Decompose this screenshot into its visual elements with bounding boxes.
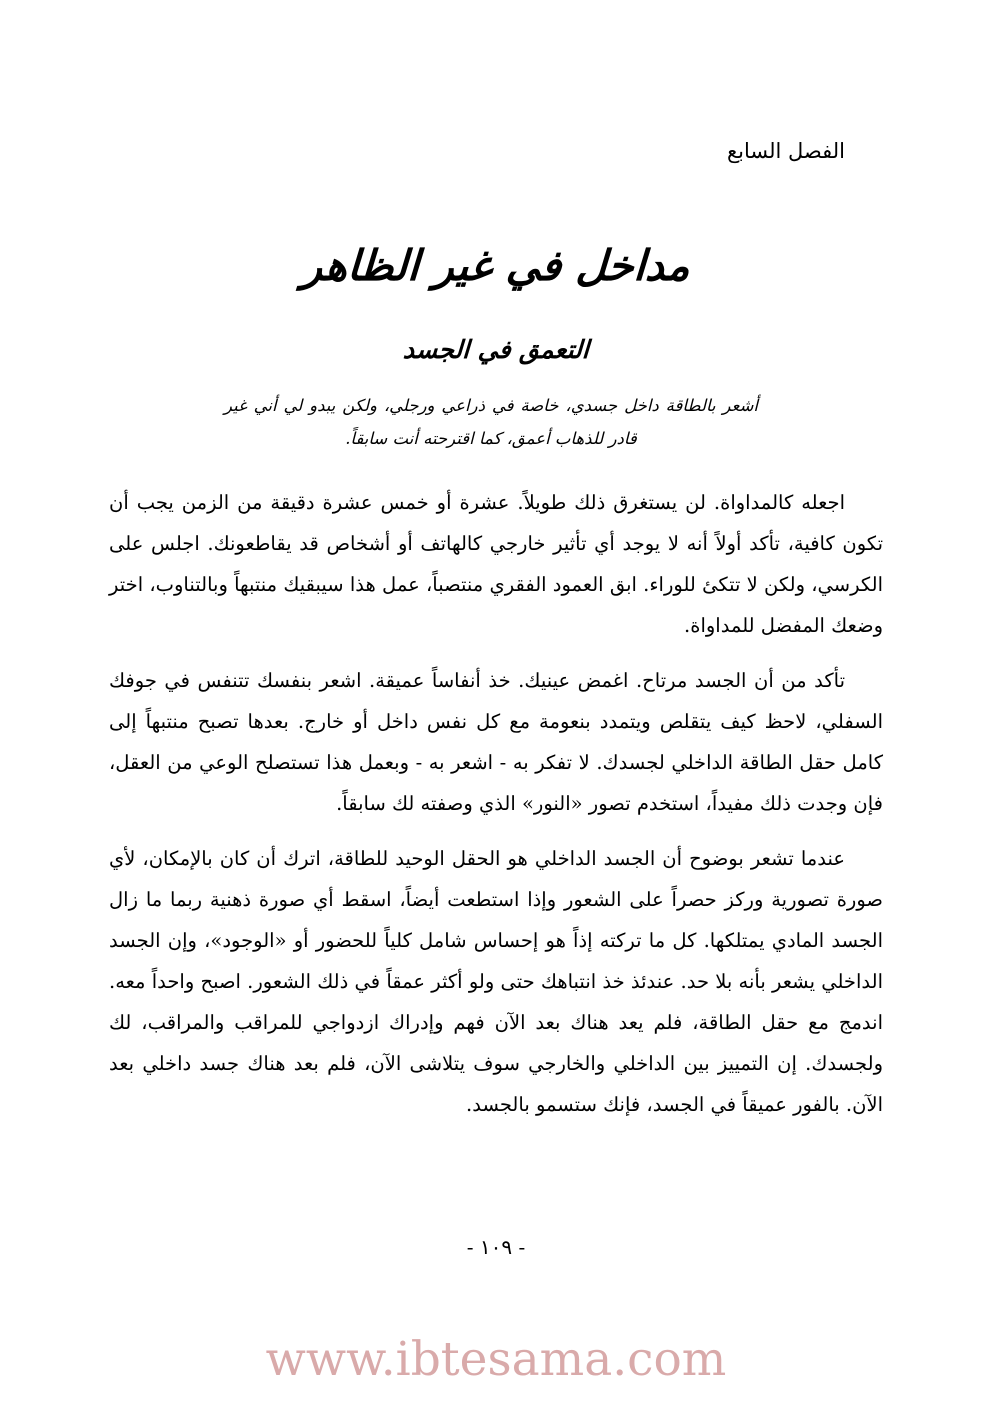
page-number: - ١٠٩ - [466,1235,526,1259]
page-title: مداخل في غير الظاهر [300,241,692,291]
body-paragraph: تأكد من أن الجسد مرتاح. اغمض عينيك. خذ أنفاساً عميقة. اشعر بنفسك تتنفس في جوفك السفلي، لاحظ كيف يتقلص ويتمدد بنعومة مع كل نفس داخل أو خارج. بعدها تصبح منتبهاً إلى كامل حقل الطاقة الداخلي لجسدك. لا تفكر به - اشعر به - وبعمل هذا تستصلح الوعي من العقل، فإن وجدت ذلك مفيداً، استخدم تصور «النور» الذي وصفته لك سابقاً. [109,669,883,815]
page-content-column [109,0,883,1403]
body-paragraph: عندما تشعر بوضوح أن الجسد الداخلي هو الحقل الوحيد للطاقة، اترك أن كان بالإمكان، لأي صورة تصورية وركز حصراً على الشعور وإذا استطعت أيضاً، اسقط أي صورة ذهنية ربما ما زال الجسد المادي يمتلكها. كل ما تركته إذاً هو إحساس شامل كلياً للحضور أو «الوجود»، وإن الجسد الداخلي يشعر بأنه بلا حد. عندئذ خذ انتباهك حتى ولو أكثر عمقاً في ذلك الشعور. اصبح واحداً معه. اندمج مع حقل الطاقة، فلم يعد هناك بعد الآن فهم وإدراك ازدواجي للمراقب والمراقب، لك ولجسدك. إن التمييز بين الداخلي والخارجي سوف يتلاشى الآن، فلم بعد هناك جسد داخلي بعد الآن. بالفور عميقاً في الجسد، فإنك ستسمو بالجسد. [109,847,883,1116]
epigraph-quote: أشعر بالطاقة داخل جسدي، خاصة في ذراعي ورجلي، ولكن يبدو لي أني غير قادر للذهاب أعمق، كما اقترحته أنت سابقاً. [224,396,758,448]
chapter-label: الفصل السابع [726,139,845,163]
site-watermark: www.ibtesama.com [265,1332,727,1387]
page-subtitle: التعمق في الجسد [402,334,590,364]
body-paragraph: اجعله كالمداواة. لن يستغرق ذلك طويلاً. عشرة أو خمس عشرة دقيقة من الزمن يجب أن تكون كافية، تأكد أولاً أنه لا يوجد أي تأثير خارجي كالهاتف أو أشخاص قد يقاطعونك. اجلس على الكرسي، ولكن لا تتكئ للوراء. ابق العمود الفقري منتصباً، عمل هذا سيبقيك منتبهاً وبالتناوب، اختر وضعك المفضل للمداواة. [109,491,883,637]
body-text [109,482,883,1141]
